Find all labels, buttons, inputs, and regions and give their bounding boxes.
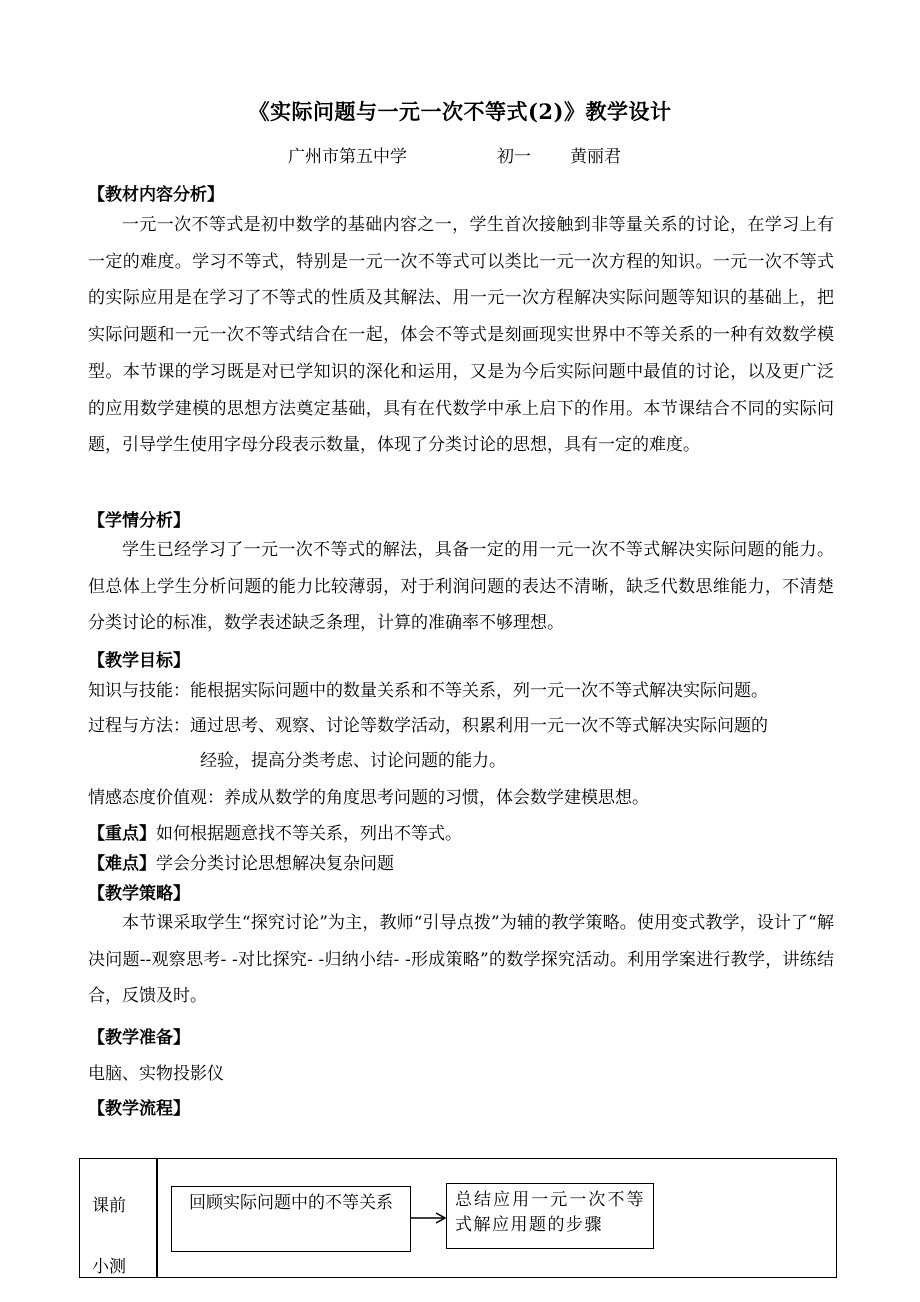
goal-emotion: 情感态度价值观：养成从数学的角度思考问题的习惯，体会数学建模思想。 [88,788,649,808]
goal-process-line-2: 经验，提高分类考虑、讨论问题的能力。 [200,751,506,771]
difficulty-label: 【难点】 [88,854,156,874]
flow-row-label-2: 小测 [92,1257,126,1277]
heading-flow: 【教学流程】 [88,1099,190,1119]
author-name: 黄丽君 [570,147,621,167]
heading-content-analysis: 【教材内容分析】 [88,185,224,205]
flow-arrow-icon [411,1210,447,1226]
document-title: 《实际问题与一元一次不等式(2)》教学设计 [248,99,672,124]
byline [0,142,920,168]
school-name: 广州市第五中学 [288,147,407,167]
strategy-paragraph: 本节课采取学生“探究讨论”为主，教师“引导点拨”为辅的教学策略。使用变式教学，设计了“解决问题--观察思考- -对比探究- -归纳小结- -形成策略”的数学探究活动。利用学案进行教学，讲练结合，反馈及时。 [88,913,834,1007]
flow-row-label-1: 课前 [92,1196,126,1216]
key-point-line [88,819,462,844]
difficulty-text: 学会分类讨论思想解决复杂问题 [156,854,394,874]
heading-strategy: 【教学策略】 [88,884,190,904]
key-point-text: 如何根据题意找不等关系，列出不等式。 [156,824,462,844]
goal-knowledge: 知识与技能：能根据实际问题中的数量关系和不等关系，列一元一次不等式解决实际问题。 [88,681,768,701]
key-point-label: 【重点】 [88,824,156,844]
preparation-text: 电脑、实物投影仪 [88,1064,224,1084]
heading-goals: 【教学目标】 [88,651,190,671]
flow-table-divider [156,1158,158,1278]
grade-label: 初一 [497,147,531,167]
flow-box-review: 回顾实际问题中的不等关系 [171,1186,411,1252]
content-analysis-paragraph: 一元一次不等式是初中数学的基础内容之一，学生首次接触到非等量关系的讨论，在学习上有一定的难度。学习不等式，特别是一元一次不等式可以类比一元一次方程的知识。一元一次不等式的实际应用是在学习了不等式的性质及其解法、用一元一次方程解决实际问题等知识的基础上，把实际问题和一元一次不等式结合在一起，体会不等式是刻画现实世界中不等关系的一种有效数学模型。本节课的学习既是对已学知识的深化和运用，又是为今后实际问题中最值的讨论，以及更广泛的应用数学建模的思想方法奠定基础，具有在代数学中承上启下的作用。本节课结合不同的实际问题，引导学生使用字母分段表示数量，体现了分类讨论的思想，具有一定的难度。 [88,215,834,456]
goal-process-line-1: 过程与方法：通过思考、观察、讨论等数学活动，积累利用一元一次不等式解决实际问题的 [88,716,768,736]
flow-box-summary: 总结应用一元一次不等式解应用题的步骤 [446,1183,654,1249]
difficulty-line [88,849,394,874]
heading-student-analysis: 【学情分析】 [88,511,190,531]
heading-preparation: 【教学准备】 [88,1028,190,1048]
student-analysis-paragraph: 学生已经学习了一元一次不等式的解法，具备一定的用一元一次不等式解决实际问题的能力。但总体上学生分析问题的能力比较薄弱，对于利润问题的表达不清晰，缺乏代数思维能力，不清楚分类讨论的标准，数学表述缺乏条理，计算的准确率不够理想。 [88,540,834,634]
